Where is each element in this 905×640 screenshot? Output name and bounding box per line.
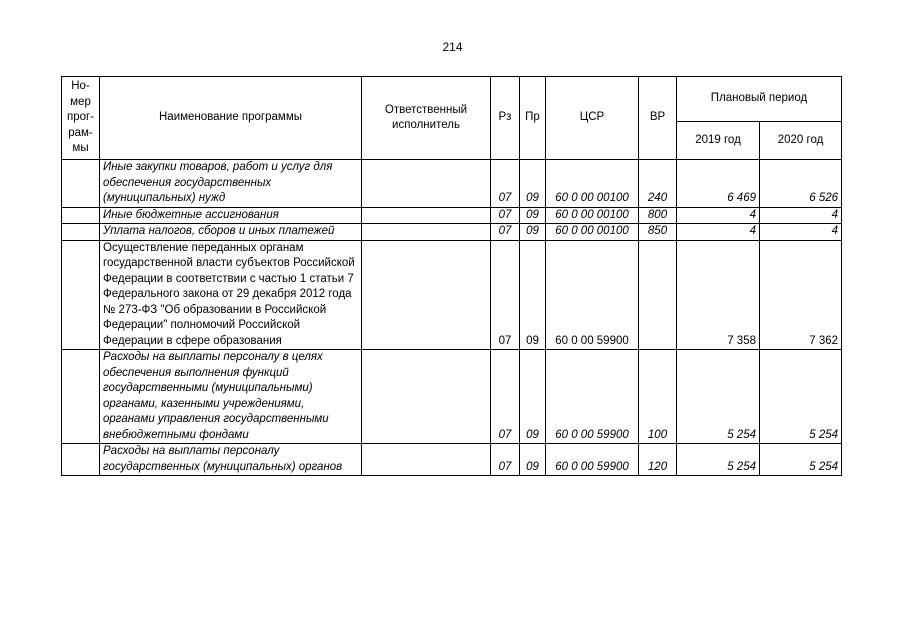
header-executor: Ответственный исполнитель <box>362 77 491 160</box>
header-csr: ЦСР <box>546 77 639 160</box>
program-name-cell: Расходы на выплаты персоналу в целях обеспечения выполнения функций государственными (муниципальными) органами, казенными учреждениями, органами управления государственными внебюджетными фондами <box>100 350 362 444</box>
pr-cell: 09 <box>520 160 546 208</box>
csr-cell: 60 0 00 59900 <box>546 350 639 444</box>
program-number-cell <box>62 240 100 350</box>
header-vr: ВР <box>639 77 677 160</box>
executor-cell <box>362 224 491 241</box>
amount-2020-cell: 4 <box>760 224 842 241</box>
header-program-name: Наименование программы <box>100 77 362 160</box>
amount-2019-cell: 5 254 <box>677 350 760 444</box>
vr-cell: 240 <box>639 160 677 208</box>
amount-2020-cell: 4 <box>760 207 842 224</box>
vr-cell: 800 <box>639 207 677 224</box>
table-row <box>62 160 842 208</box>
amount-2019-cell: 4 <box>677 207 760 224</box>
amount-2020-cell: 5 254 <box>760 350 842 444</box>
csr-cell: 60 0 00 59900 <box>546 240 639 350</box>
header-rz: Рз <box>491 77 520 160</box>
rz-cell: 07 <box>491 224 520 241</box>
table-row <box>62 207 842 224</box>
program-number-cell <box>62 350 100 444</box>
rz-cell: 07 <box>491 350 520 444</box>
header-year-2019: 2019 год <box>677 122 760 160</box>
csr-cell: 60 0 00 59900 <box>546 444 639 476</box>
vr-cell: 100 <box>639 350 677 444</box>
header-year-2020: 2020 год <box>760 122 842 160</box>
header-pr: Пр <box>520 77 546 160</box>
rz-cell: 07 <box>491 207 520 224</box>
program-number-cell <box>62 224 100 241</box>
table-row <box>62 240 842 350</box>
pr-cell: 09 <box>520 240 546 350</box>
page-number: 214 <box>442 40 463 54</box>
program-name-cell: Иные бюджетные ассигнования <box>100 207 362 224</box>
amount-2019-cell: 7 358 <box>677 240 760 350</box>
vr-cell: 120 <box>639 444 677 476</box>
program-name-cell: Уплата налогов, сборов и иных платежей <box>100 224 362 241</box>
budget-table <box>61 76 842 476</box>
executor-cell <box>362 207 491 224</box>
rz-cell: 07 <box>491 160 520 208</box>
amount-2020-cell: 6 526 <box>760 160 842 208</box>
amount-2019-cell: 6 469 <box>677 160 760 208</box>
vr-cell <box>639 240 677 350</box>
table-row <box>62 444 842 476</box>
program-name-cell: Иные закупки товаров, работ и услуг для обеспечения государственных (муниципальных) нужд <box>100 160 362 208</box>
amount-2019-cell: 4 <box>677 224 760 241</box>
executor-cell <box>362 240 491 350</box>
vr-cell: 850 <box>639 224 677 241</box>
rz-cell: 07 <box>491 240 520 350</box>
executor-cell <box>362 350 491 444</box>
amount-2020-cell: 7 362 <box>760 240 842 350</box>
executor-cell <box>362 160 491 208</box>
csr-cell: 60 0 00 00100 <box>546 160 639 208</box>
amount-2019-cell: 5 254 <box>677 444 760 476</box>
pr-cell: 09 <box>520 224 546 241</box>
executor-cell <box>362 444 491 476</box>
program-name-cell: Осуществление переданных органам государственной власти субъектов Российской Федерации в соответствии с частью 1 статьи 7 Федерального закона от 29 декабря 2012 года № 273-ФЗ "Об образовании в Российской Федерации" полномочий Российской Федерации в сфере образования <box>100 240 362 350</box>
amount-2020-cell: 5 254 <box>760 444 842 476</box>
program-name-cell: Расходы на выплаты персоналу государственных (муниципальных) органов <box>100 444 362 476</box>
pr-cell: 09 <box>520 350 546 444</box>
program-number-cell <box>62 160 100 208</box>
pr-cell: 09 <box>520 444 546 476</box>
header-program-number: Но-мер прог-рам-мы <box>62 77 100 160</box>
program-number-cell <box>62 207 100 224</box>
csr-cell: 60 0 00 00100 <box>546 207 639 224</box>
program-number-cell <box>62 444 100 476</box>
header-planned-period: Плановый период <box>677 77 842 122</box>
table-row <box>62 350 842 444</box>
table-row <box>62 224 842 241</box>
rz-cell: 07 <box>491 444 520 476</box>
pr-cell: 09 <box>520 207 546 224</box>
csr-cell: 60 0 00 00100 <box>546 224 639 241</box>
